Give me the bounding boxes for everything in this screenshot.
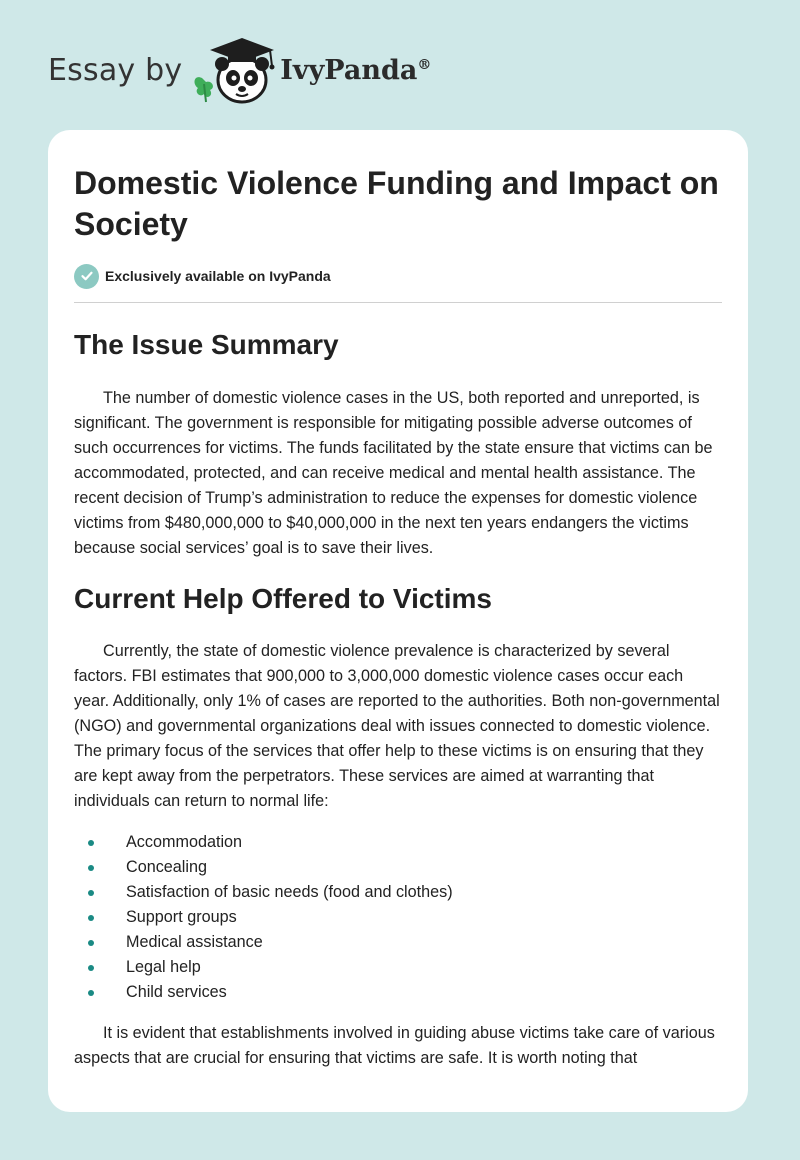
list-item [74, 880, 722, 905]
list-item-text: Concealing [126, 858, 207, 876]
brand-name[interactable] [280, 55, 431, 86]
section-heading: Current Help Offered to Victims [74, 583, 493, 614]
list-item-text: Satisfaction of basic needs (food and clothes) [126, 883, 453, 901]
exclusive-badge [74, 263, 722, 289]
list-item-text: Medical assistance [126, 933, 263, 951]
exclusive-label: Exclusively available on IvyPanda [105, 268, 331, 284]
bullet-icon [88, 840, 94, 846]
list-item [74, 980, 722, 1005]
registered-mark: ® [417, 56, 432, 73]
brand-header [48, 34, 431, 106]
bullet-icon [88, 940, 94, 946]
list-item [74, 955, 722, 980]
essay-card [48, 130, 748, 1112]
panda-logo-icon[interactable] [184, 34, 280, 106]
section-paragraph: It is evident that establishments involved in guiding abuse victims take care of various aspects that are crucial for ensuring that victims are safe. It is worth noting that [74, 1024, 715, 1067]
list-item [74, 855, 722, 880]
divider [74, 302, 722, 303]
services-list [74, 830, 722, 1005]
bullet-icon [88, 965, 94, 971]
bullet-icon [88, 990, 94, 996]
bullet-icon [88, 865, 94, 871]
list-item-text: Accommodation [126, 833, 243, 851]
list-item [74, 905, 722, 930]
list-item [74, 930, 722, 955]
check-icon [74, 264, 99, 289]
section-paragraph: Currently, the state of domestic violence prevalence is characterized by several factors. FBI estimates that 900,000 to 3,000,000 domestic violence cases occur each year. Additionally, only 1% of cases are reported to the authorities. Both non-governmental (NGO) and governmental organizations deal with issues connected to domestic violence. The primary focus of the services that offer help to these victims is on ensuring that they are kept away from the perpetrators. These services are aimed at warranting that individuals can return to normal life: [74, 642, 720, 810]
list-item [74, 830, 722, 855]
list-item-text: Support groups [126, 908, 237, 926]
bullet-icon [88, 915, 94, 921]
list-item-text: Legal help [126, 958, 201, 976]
brand-name-text: IvyPanda [280, 54, 418, 86]
brand-prefix: Essay by [48, 52, 183, 88]
list-item-text: Child services [126, 983, 227, 1001]
essay-title: Domestic Violence Funding and Impact on Society [74, 165, 719, 242]
section-paragraph: The number of domestic violence cases in the US, both reported and unreported, is significant. The government is responsible for mitigating possible adverse outcomes of such occurrences for victims. The funds facilitated by the state ensure that victims can be accommodated, protected, and can receive medical and mental health assistance. The recent decision of Trump’s administration to reduce the expenses for domestic violence victims from $480,000,000 to $40,000,000 in the next ten years endangers the victims because social services’ goal is to save their lives. [74, 389, 713, 557]
bullet-icon [88, 890, 94, 896]
section-heading: The Issue Summary [74, 329, 339, 360]
